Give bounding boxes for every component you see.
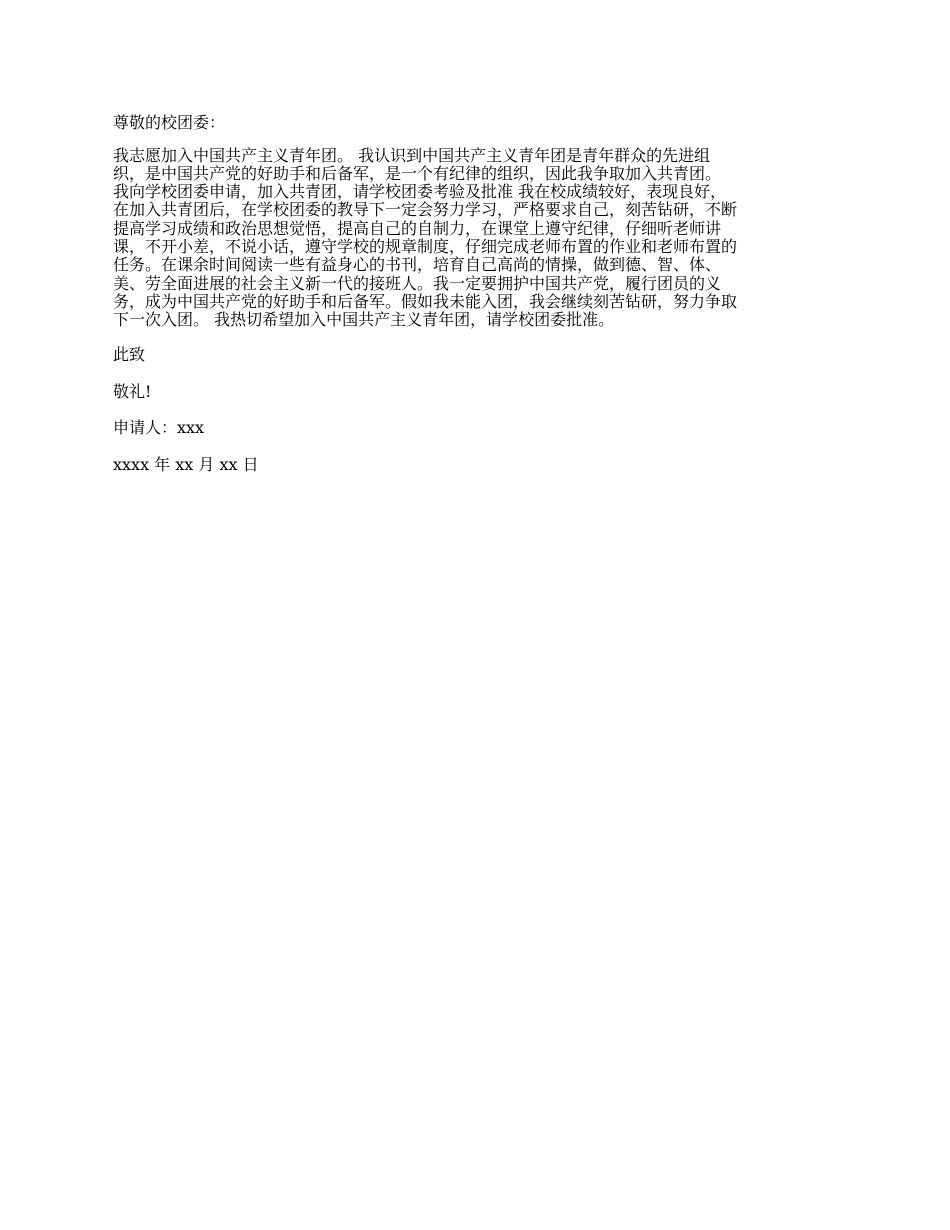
letter-body — [113, 147, 843, 330]
body-line: 课，不开小差，不说小话，遵守学校的规章制度，仔细完成老师布置的作业和老师布置的 — [113, 236, 738, 256]
letter-content — [113, 114, 843, 474]
body-line: 下一次入团。 我热切希望加入中国共产主义青年团，请学校团委批准。 — [113, 310, 615, 330]
body-line: 我向学校团委申请，加入共青团，请学校团委考验及批准 我在校成绩较好，表现良好， — [113, 182, 727, 202]
letter-date: xxxx 年 xx 月 xx 日 — [113, 454, 259, 474]
body-line: 任务。在课余时间阅读一些有益身心的书刊，培育自己高尚的情操，做到德、智、体、 — [113, 255, 722, 275]
closing-jing-li: 敬礼! — [113, 381, 152, 401]
body-line: 美、劳全面进展的社会主义新一代的接班人。我一定要拥护中国共产党，履行团员的义 — [113, 273, 722, 293]
salutation: 尊敬的校团委： — [113, 113, 226, 132]
applicant-signature: 申请人：xxx — [113, 418, 205, 438]
body-line: 提高学习成绩和政治思想觉悟，提高自己的自制力，在课堂上遵守纪律，仔细听老师讲 — [113, 218, 722, 238]
body-line: 务，成为中国共产党的好助手和后备军。假如我未能入团，我会继续刻苦钻研，努力争取 — [113, 291, 738, 311]
body-line: 织，是中国共产党的好助手和后备军，是一个有纪律的组织，因此我争取加入共青团。 — [113, 163, 722, 183]
body-line: 在加入共青团后，在学校团委的教导下一定会努力学习，严格要求自己，刻苦钻研，不断 — [113, 200, 738, 220]
closing-ci-zhi: 此致 — [113, 345, 146, 365]
body-line: 我志愿加入中国共产主义青年团。 我认识到中国共产主义青年团是青年群众的先进组 — [113, 145, 711, 165]
